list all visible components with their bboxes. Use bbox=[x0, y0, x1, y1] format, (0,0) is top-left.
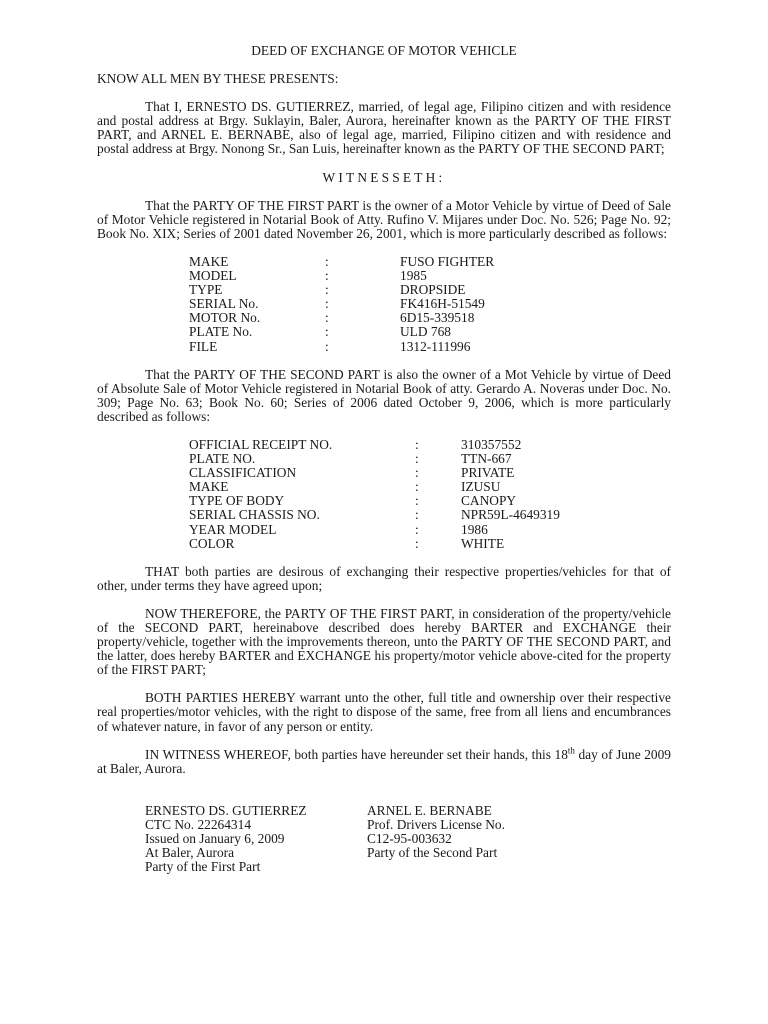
first-party-ctc: CTC No. 22264314 bbox=[145, 816, 252, 832]
spec-row bbox=[189, 311, 494, 325]
spec-label: TYPE OF BODY bbox=[189, 493, 285, 509]
spec-colon: : bbox=[325, 253, 329, 269]
spec-row bbox=[189, 537, 560, 551]
spec-label: SERIAL No. bbox=[189, 296, 259, 312]
spec-row bbox=[189, 523, 560, 537]
spec-label: MAKE bbox=[189, 253, 229, 269]
in-witness-date-place: day of June 2009 at Baler, Aurora. bbox=[97, 746, 671, 776]
spec-row bbox=[189, 438, 560, 452]
spec-colon: : bbox=[325, 282, 329, 298]
spec-row bbox=[189, 283, 494, 297]
in-witness-text: IN WITNESS WHEREOF, both parties have hereunder set their hands, this 18 bbox=[145, 746, 568, 762]
spec-row bbox=[189, 269, 494, 283]
warranty-paragraph: BOTH PARTIES HEREBY warrant unto the other, full title and ownership over their respective real properties/motor vehicles, with the right to dispose of the same, free from all liens and encumbrances of whatever nature, in favor of any person or entity. bbox=[97, 690, 671, 734]
spec-row bbox=[189, 325, 494, 339]
spec-value: CANOPY bbox=[461, 493, 517, 509]
second-party-signatory bbox=[367, 804, 505, 874]
second-party-role: Party of the Second Part bbox=[367, 845, 498, 861]
spec-row bbox=[189, 255, 494, 269]
spec-value: 1986 bbox=[461, 521, 488, 537]
first-party-role: Party of the First Part bbox=[145, 859, 261, 875]
spec-row bbox=[189, 480, 560, 494]
intro-paragraph: That I, ERNESTO DS. GUTIERREZ, married, of legal age, Filipino citizen and with residence and postal address at Brgy. Suklayin, Baler, Aurora, hereinafter known as the PARTY OF THE FIRST PART, and ARNEL E. BERNABE, also of legal age, married, Filipino citizen and with residence and postal address at Brgy. Nonong Sr., San Luis, hereinafter known as the PARTY OF THE SECOND PART; bbox=[97, 99, 671, 157]
second-party-ownership-paragraph: That the PARTY OF THE SECOND PART is also the owner of a Mot Vehicle by virtue of Deed of Absolute Sale of Motor Vehicle registered in Notarial Book of atty. Gerardo A. Noveras under Doc. No. 309; Page No. 63; Book No. 60; Series of 2006 dated October 9, 2006, which is more particularly described as follows: bbox=[97, 366, 671, 424]
spec-label: MOTOR No. bbox=[189, 310, 261, 326]
spec-colon: : bbox=[415, 451, 419, 467]
second-vehicle-specs bbox=[189, 438, 560, 551]
spec-row bbox=[189, 494, 560, 508]
first-vehicle-specs bbox=[189, 255, 494, 354]
spec-label: YEAR MODEL bbox=[189, 521, 277, 537]
first-party-ownership-paragraph: That the PARTY OF THE FIRST PART is the owner of a Motor Vehicle by virtue of Deed of Sale of Motor Vehicle registered in Notarial Book of Atty. Rufino V. Mijares under Doc. No. 526; Page No. 92; Book No. XIX; Series of 2001 dated November 26, 2001, which is more particularly described as follows: bbox=[97, 197, 671, 241]
spec-row bbox=[189, 297, 494, 311]
first-party-signatory bbox=[145, 804, 367, 874]
second-party-name: ARNEL E. BERNABE bbox=[367, 802, 492, 818]
spec-value: 1312-111996 bbox=[400, 338, 471, 354]
first-party-issued-place: At Baler, Aurora bbox=[145, 845, 235, 861]
spec-colon: : bbox=[415, 436, 419, 452]
spec-colon: : bbox=[415, 465, 419, 481]
spec-colon: : bbox=[415, 507, 419, 523]
spec-label: COLOR bbox=[189, 535, 235, 551]
second-party-license-label: Prof. Drivers License No. bbox=[367, 816, 505, 832]
spec-colon: : bbox=[325, 324, 329, 340]
know-all-heading: KNOW ALL MEN BY THESE PRESENTS: bbox=[97, 71, 339, 87]
spec-colon: : bbox=[415, 479, 419, 495]
spec-colon: : bbox=[325, 296, 329, 312]
spec-value: 1985 bbox=[400, 268, 427, 284]
spec-value: ULD 768 bbox=[400, 324, 451, 340]
witnesseth-heading: WITNESSETH: bbox=[322, 169, 446, 185]
in-witness-paragraph bbox=[97, 745, 671, 776]
signature-block bbox=[145, 804, 671, 874]
desirous-paragraph: THAT both parties are desirous of exchanging their respective properties/vehicles for that of other, under terms they have agreed upon; bbox=[97, 563, 671, 593]
spec-label: CLASSIFICATION bbox=[189, 465, 297, 481]
first-party-name: ERNESTO DS. GUTIERREZ bbox=[145, 802, 307, 818]
spec-colon: : bbox=[325, 338, 329, 354]
spec-label: TYPE bbox=[189, 282, 223, 298]
spec-label: OFFICIAL RECEIPT NO. bbox=[189, 436, 333, 452]
spec-value: 6D15-339518 bbox=[400, 310, 475, 326]
spec-colon: : bbox=[415, 493, 419, 509]
spec-value: FUSO FIGHTER bbox=[400, 253, 495, 269]
spec-colon: : bbox=[415, 535, 419, 551]
spec-label: MODEL bbox=[189, 268, 237, 284]
spec-value: WHITE bbox=[461, 535, 505, 551]
spec-colon: : bbox=[415, 521, 419, 537]
document-title: DEED OF EXCHANGE OF MOTOR VEHICLE bbox=[251, 43, 517, 58]
spec-value: PRIVATE bbox=[461, 465, 515, 481]
spec-row bbox=[189, 452, 560, 466]
spec-colon: : bbox=[325, 310, 329, 326]
spec-colon: : bbox=[325, 268, 329, 284]
spec-value: IZUSU bbox=[461, 479, 501, 495]
spec-label: PLATE NO. bbox=[189, 451, 256, 467]
spec-value: 310357552 bbox=[461, 436, 522, 452]
first-party-issued: Issued on January 6, 2009 bbox=[145, 831, 285, 847]
spec-label: MAKE bbox=[189, 479, 229, 495]
spec-value: NPR59L-4649319 bbox=[461, 507, 560, 523]
spec-row bbox=[189, 340, 494, 354]
now-therefore-paragraph: NOW THEREFORE, the PARTY OF THE FIRST PART, in consideration of the property/vehicle of the SECOND PART, hereinabove described does hereby BARTER and EXCHANGE their property/vehicle, together with the improvements thereon, unto the PARTY OF THE SECOND PART, and the latter, does hereby BARTER and EXCHANGE his property/motor vehicle above-cited for the property of the FIRST PART; bbox=[97, 605, 671, 678]
spec-value: DROPSIDE bbox=[400, 282, 466, 298]
spec-label: FILE bbox=[189, 338, 218, 354]
spec-row bbox=[189, 508, 560, 522]
spec-value: TTN-667 bbox=[461, 451, 512, 467]
spec-label: PLATE No. bbox=[189, 324, 253, 340]
day-ordinal-suffix: th bbox=[567, 745, 575, 756]
second-party-license-number: C12-95-003632 bbox=[367, 831, 452, 847]
spec-value: FK416H-51549 bbox=[400, 296, 485, 312]
spec-row bbox=[189, 466, 560, 480]
spec-label: SERIAL CHASSIS NO. bbox=[189, 507, 320, 523]
